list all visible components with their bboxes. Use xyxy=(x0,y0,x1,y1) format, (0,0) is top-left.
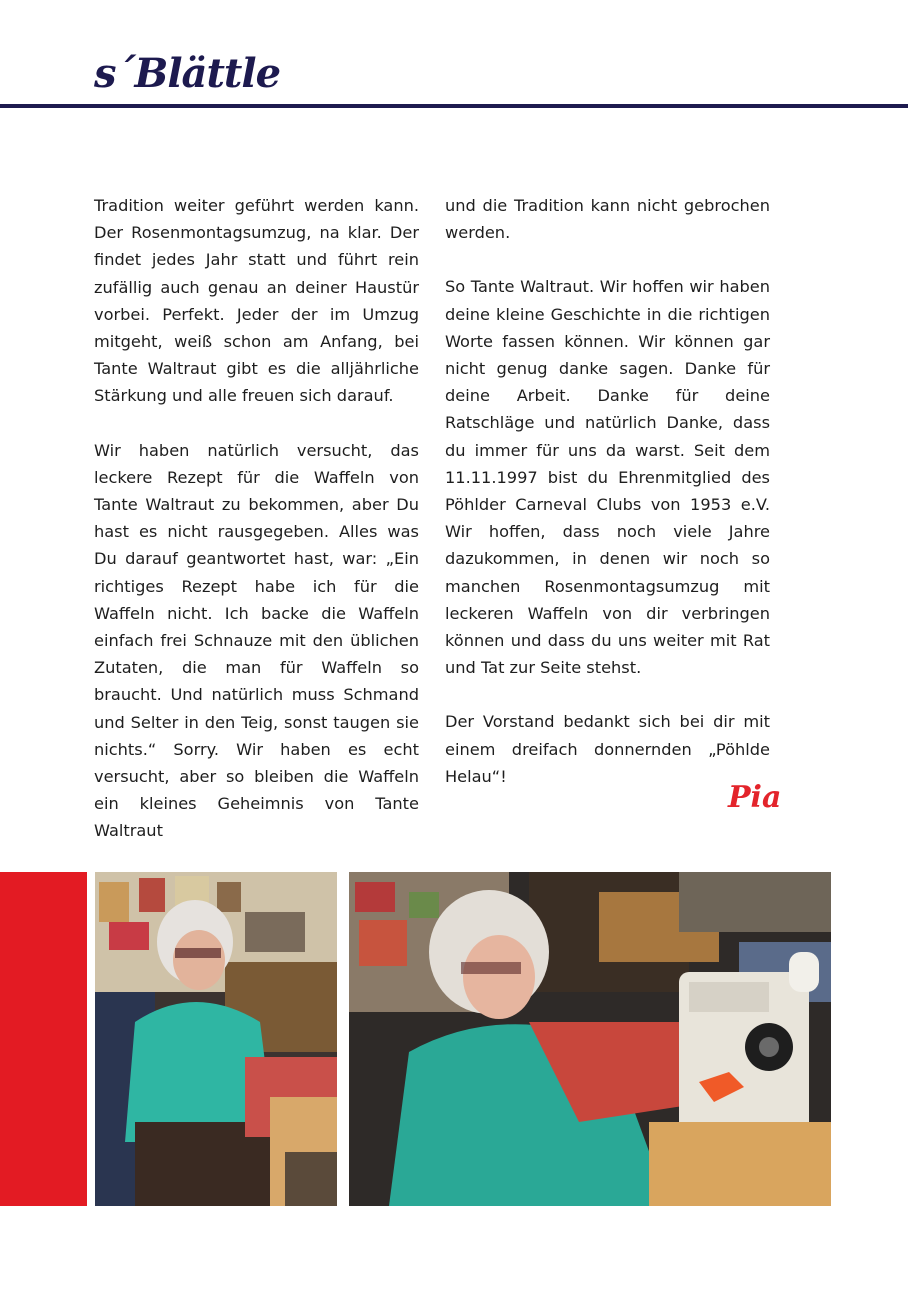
article-column-left xyxy=(94,192,419,872)
author-signature: Pia xyxy=(728,780,782,815)
masthead-title: s´Blättle xyxy=(94,50,281,97)
photo-woman-sewing-2 xyxy=(349,872,831,1206)
article-column-right xyxy=(445,192,770,817)
paragraph: Der Vorstand bedankt sich bei dir mit einem dreifach donnernden „Pöhlde Helau“! xyxy=(445,712,770,786)
paragraph: und die Tradition kann nicht gebrochen werden. xyxy=(445,196,770,243)
header-rule xyxy=(0,104,908,108)
paragraph: Tradition weiter geführt werden kann. Der Rosenmontagsumzug, na klar. Der findet jedes Jahr statt und führt rein zufällig auch genau an deiner Haustür vorbei. Perfekt. Jeder der im Umzug mitgeht, weiß schon am Anfang, bei Tante Waltraut gibt es die alljährliche Stärkung und alle freuen sich darauf. xyxy=(94,196,419,406)
photo-woman-sewing-1 xyxy=(95,872,337,1206)
paragraph: Wir haben natürlich versucht, das leckere Rezept für die Waffeln von Tante Waltraut zu bekommen, aber Du hast es nicht rausgegeben. Alles was Du darauf geantwortet hast, war: „Ein richtiges Rezept habe ich für die Waffeln nicht. Ich backe die Waffeln einfach frei Schnauze mit den üblichen Zutaten, die man für Waffeln so braucht. Und natürlich muss Schmand und Selter in den Teig, sonst taugen sie nichts.“ Sorry. Wir haben es echt versucht, aber so bleiben die Waffeln ein kleines Geheimnis von Tante Waltraut xyxy=(94,440,419,841)
paragraph: So Tante Waltraut. Wir hoffen wir haben deine kleine Geschichte in die richtigen Worte fassen können. Wir können gar nicht genug danke sagen. Danke für deine Arbeit. Danke für deine Ratschläge und natürlich Danke, dass du immer für uns da warst. Seit dem 11.11.1997 bist du Ehrenmitglied des Pöhlder Carneval Clubs von 1953 e.V. Wir hoffen, dass noch viele Jahre dazukommen, in denen wir noch so manchen Rosenmontagsumzug mit leckeren Waffeln von dir verbringen können und dass du uns weiter mit Rat und Tat zur Seite stehst. xyxy=(445,277,770,678)
red-accent-bar xyxy=(0,872,87,1206)
